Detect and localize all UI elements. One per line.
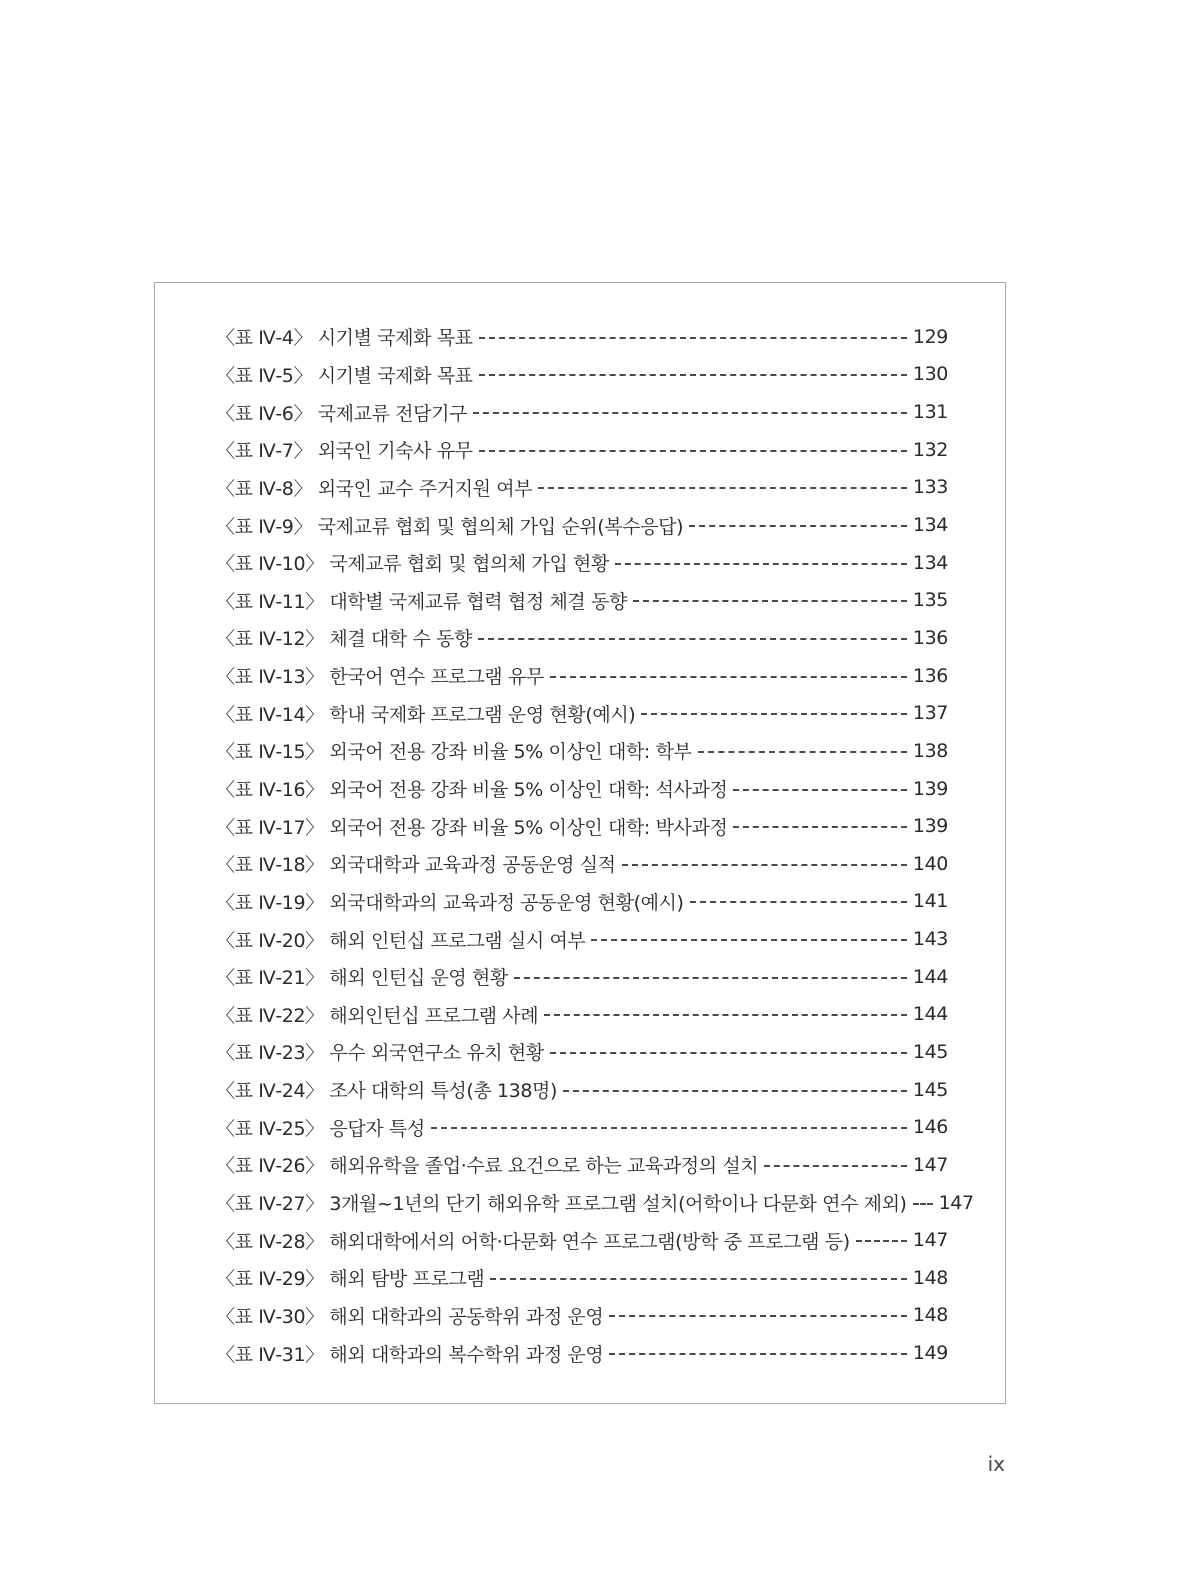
toc-leader-dots xyxy=(431,1127,907,1129)
toc-leader-dots xyxy=(609,1353,907,1355)
toc-leader-dots xyxy=(544,1014,907,1016)
toc-leader-dots xyxy=(490,1278,907,1280)
toc-entry[interactable] xyxy=(216,506,948,544)
toc-entry-page: 133 xyxy=(912,476,948,499)
toc-leader-dots xyxy=(615,563,907,565)
toc-leader-dots xyxy=(856,1240,907,1242)
toc-entry[interactable] xyxy=(216,807,948,845)
toc-entry-title: 〈표 Ⅳ-5〉 시기별 국제화 목표 xyxy=(216,364,473,387)
toc-leader-dots xyxy=(764,1165,907,1167)
toc-entry-page: 141 xyxy=(912,890,948,913)
toc-entry-page: 146 xyxy=(912,1116,948,1139)
toc-entry-page: 139 xyxy=(912,777,948,800)
toc-entry-title: 〈표 Ⅳ-10〉 국제교류 협회 및 협의체 가입 현황 xyxy=(216,553,609,576)
toc-entry-title: 〈표 Ⅳ-27〉 3개월~1년의 단기 해외유학 프로그램 설치(어학이나 다문화 연수 제외) xyxy=(216,1193,907,1216)
toc-entry-page: 147 xyxy=(912,1229,948,1252)
toc-entry[interactable] xyxy=(216,694,948,732)
toc-entry-page: 148 xyxy=(912,1266,948,1289)
toc-entry-title: 〈표 Ⅳ-9〉 국제교류 협회 및 협의체 가입 순위(복수응답) xyxy=(216,515,684,538)
toc-entry-title: 〈표 Ⅳ-19〉 외국대학과의 교육과정 공동운영 현황(예시) xyxy=(216,891,684,914)
page-number: ix xyxy=(987,1452,1005,1476)
toc-entry-title: 〈표 Ⅳ-17〉 외국어 전용 강좌 비율 5% 이상인 대학: 박사과정 xyxy=(216,816,728,839)
toc-entry-page: 145 xyxy=(912,1078,948,1101)
toc-entry-title: 〈표 Ⅳ-20〉 해외 인턴십 프로그램 실시 여부 xyxy=(216,929,586,952)
toc-entry-page: 149 xyxy=(912,1342,948,1365)
toc-entry-page: 135 xyxy=(912,589,948,612)
toc-leader-dots xyxy=(478,638,907,640)
toc-entry-title: 〈표 Ⅳ-12〉 체결 대학 수 동향 xyxy=(216,628,472,651)
toc-leader-dots xyxy=(538,487,907,489)
toc-entry-title: 〈표 Ⅳ-21〉 해외 인턴십 운영 현황 xyxy=(216,967,508,990)
toc-entry[interactable] xyxy=(216,1221,948,1259)
toc-entry-title: 〈표 Ⅳ-30〉 해외 대학과의 공동학위 과정 운영 xyxy=(216,1305,604,1328)
toc-entry[interactable] xyxy=(216,920,948,958)
toc-entry[interactable] xyxy=(216,356,948,394)
toc-entry-page: 136 xyxy=(912,626,948,649)
toc-entry-page: 144 xyxy=(912,965,948,988)
toc-entry-title: 〈표 Ⅳ-4〉 시기별 국제화 목표 xyxy=(216,327,473,350)
toc-entry[interactable] xyxy=(216,996,948,1034)
toc-leader-dots xyxy=(550,676,907,678)
toc-leader-dots xyxy=(733,789,907,791)
toc-entry[interactable] xyxy=(216,318,948,356)
toc-entry[interactable] xyxy=(216,544,948,582)
toc-entry-page: 145 xyxy=(912,1040,948,1063)
toc-leader-dots xyxy=(641,713,907,715)
toc-entry-title: 〈표 Ⅳ-15〉 외국어 전용 강좌 비율 5% 이상인 대학: 학부 xyxy=(216,741,692,764)
toc-entry-page: 132 xyxy=(912,438,948,461)
toc-entry-page: 139 xyxy=(912,815,948,838)
toc-leader-dots xyxy=(622,864,907,866)
toc-entry-page: 131 xyxy=(912,401,948,424)
toc-entry[interactable] xyxy=(216,393,948,431)
toc-entry[interactable] xyxy=(216,1033,948,1071)
toc-entry-page: 136 xyxy=(912,664,948,687)
toc-leader-dots xyxy=(913,1203,933,1205)
toc-entry-page: 134 xyxy=(912,514,948,537)
toc-entry-title: 〈표 Ⅳ-22〉 해외인턴십 프로그램 사례 xyxy=(216,1004,539,1027)
toc-entry[interactable] xyxy=(216,1297,948,1335)
toc-entry-title: 〈표 Ⅳ-13〉 한국어 연수 프로그램 유무 xyxy=(216,666,544,689)
toc-entry-title: 〈표 Ⅳ-26〉 해외유학을 졸업·수료 요건으로 하는 교육과정의 설치 xyxy=(216,1155,759,1178)
toc-entry[interactable] xyxy=(216,469,948,507)
toc-leader-dots xyxy=(591,939,907,941)
toc-entry[interactable] xyxy=(216,619,948,657)
toc-entry[interactable] xyxy=(216,770,948,808)
toc-entry-page: 143 xyxy=(912,928,948,951)
toc-leader-dots xyxy=(473,412,907,414)
toc-entry[interactable] xyxy=(216,1334,948,1372)
toc-entry-page: 148 xyxy=(912,1304,948,1327)
toc-entry[interactable] xyxy=(216,732,948,770)
toc-entry[interactable] xyxy=(216,431,948,469)
table-of-contents xyxy=(216,318,974,1372)
toc-entry-page: 147 xyxy=(938,1191,974,1214)
toc-entry-page: 147 xyxy=(912,1153,948,1176)
toc-entry-title: 〈표 Ⅳ-31〉 해외 대학과의 복수학위 과정 운영 xyxy=(216,1343,604,1366)
toc-entry[interactable] xyxy=(216,845,948,883)
toc-entry-title: 〈표 Ⅳ-8〉 외국인 교수 주거지원 여부 xyxy=(216,477,533,500)
toc-entry[interactable] xyxy=(216,1071,948,1109)
toc-entry-title: 〈표 Ⅳ-28〉 해외대학에서의 어학·다문화 연수 프로그램(방학 중 프로그램 등) xyxy=(216,1230,850,1253)
toc-entry-title: 〈표 Ⅳ-29〉 해외 탐방 프로그램 xyxy=(216,1268,485,1291)
toc-entry-title: 〈표 Ⅳ-11〉 대학별 국제교류 협력 협정 체결 동향 xyxy=(216,590,627,613)
toc-entry-title: 〈표 Ⅳ-23〉 우수 외국연구소 유치 현황 xyxy=(216,1042,544,1065)
toc-entry-title: 〈표 Ⅳ-18〉 외국대학과 교육과정 공동운영 실적 xyxy=(216,854,616,877)
toc-entry-title: 〈표 Ⅳ-24〉 조사 대학의 특성(총 138명) xyxy=(216,1080,557,1103)
toc-leader-dots xyxy=(479,374,907,376)
toc-entry[interactable] xyxy=(216,657,948,695)
toc-entry[interactable] xyxy=(216,883,948,921)
toc-leader-dots xyxy=(479,337,907,339)
toc-leader-dots xyxy=(689,525,907,527)
toc-leader-dots xyxy=(563,1090,907,1092)
toc-leader-dots xyxy=(733,826,907,828)
toc-entry[interactable] xyxy=(216,581,948,619)
toc-entry-title: 〈표 Ⅳ-6〉 국제교류 전담기구 xyxy=(216,402,467,425)
toc-entry-page: 138 xyxy=(912,739,948,762)
toc-entry[interactable] xyxy=(216,958,948,996)
toc-entry-title: 〈표 Ⅳ-7〉 외국인 기숙사 유무 xyxy=(216,440,473,463)
toc-entry[interactable] xyxy=(216,1184,974,1222)
toc-entry[interactable] xyxy=(216,1259,948,1297)
toc-leader-dots xyxy=(550,1052,907,1054)
toc-entry[interactable] xyxy=(216,1108,948,1146)
toc-leader-dots xyxy=(609,1315,907,1317)
toc-entry-page: 130 xyxy=(912,363,948,386)
toc-entry-page: 144 xyxy=(912,1003,948,1026)
toc-entry-page: 134 xyxy=(912,551,948,574)
toc-entry-title: 〈표 Ⅳ-25〉 응답자 특성 xyxy=(216,1117,425,1140)
toc-leader-dots xyxy=(479,450,907,452)
toc-leader-dots xyxy=(698,751,907,753)
toc-leader-dots xyxy=(633,600,907,602)
toc-entry[interactable] xyxy=(216,1146,948,1184)
toc-leader-dots xyxy=(690,901,907,903)
toc-leader-dots xyxy=(514,977,907,979)
toc-entry-title: 〈표 Ⅳ-16〉 외국어 전용 강좌 비율 5% 이상인 대학: 석사과정 xyxy=(216,779,728,801)
toc-entry-page: 129 xyxy=(912,325,948,348)
toc-entry-title: 〈표 Ⅳ-14〉 학내 국제화 프로그램 운영 현황(예시) xyxy=(216,703,636,726)
toc-entry-page: 137 xyxy=(912,702,948,725)
toc-entry-page: 140 xyxy=(912,852,948,875)
